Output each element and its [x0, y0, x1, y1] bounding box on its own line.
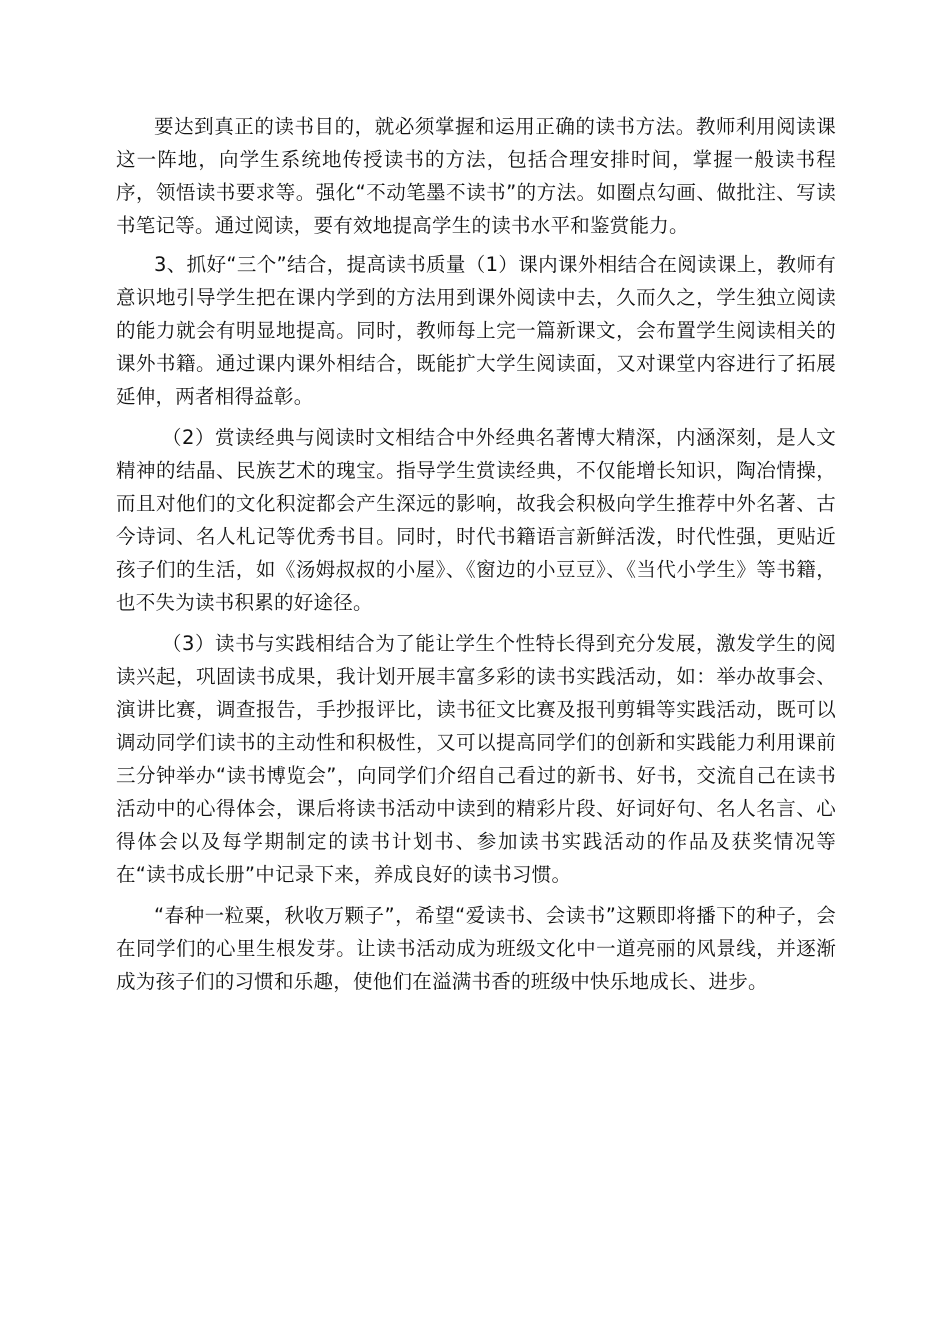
- document-body: [116, 110, 836, 998]
- paragraph-reading-methods: 要达到真正的读书目的，就必须掌握和运用正确的读书方法。教师利用阅读课这一阵地，向学生系统地传授读书的方法，包括合理安排时间，掌握一般读书程序，领悟读书要求等。强化“不动笔墨不读书”的方法。如圈点勾画、做批注、写读书笔记等。通过阅读，要有效地提高学生的读书水平和鉴赏能力。: [116, 115, 836, 237]
- paragraph-conclusion: “春种一粒粟，秋收万颗子”，希望“爱读书、会读书”这颗即将播下的种子，会在同学们的心里生根发芽。让读书活动成为班级文化中一道亮丽的风景线，并逐渐成为孩子们的习惯和乐趣，使他们在溢满书香的班级中快乐地成长、进步。: [116, 904, 836, 993]
- paragraph-reading-and-practice: （3）读书与实践相结合为了能让学生个性特长得到充分发展，激发学生的阅读兴起，巩固读书成果，我计划开展丰富多彩的读书实践活动，如：举办故事会、演讲比赛，调查报告，手抄报评比，读书征文比赛及报刊剪辑等实践活动，既可以调动同学们读书的主动性和积极性，又可以提高同学们的创新和实践能力利用课前三分钟举办“读书博览会”，向同学们介绍自己看过的新书、好书，交流自己在读书活动中的心得体会，课后将读书活动中读到的精彩片段、好词好句、名人名言、心得体会以及每学期制定的读书计划书、参加读书实践活动的作品及获奖情况等在“读书成长册”中记录下来，养成良好的读书习惯。: [116, 632, 836, 886]
- paragraph-three-combinations: 3、抓好“三个”结合，提高读书质量（1）课内课外相结合在阅读课上，教师有意识地引导学生把在课内学到的方法用到课外阅读中去，久而久之，学生独立阅读的能力就会有明显地提高。同时，教师每上完一篇新课文，会布置学生阅读相关的课外书籍。通过课内课外相结合，既能扩大学生阅读面，又对课堂内容进行了拓展延伸，两者相得益彰。: [116, 253, 836, 408]
- paragraph-classics-and-modern: （2）赏读经典与阅读时文相结合中外经典名著博大精深，内涵深刻，是人文精神的结晶、民族艺术的瑰宝。指导学生赏读经典，不仅能增长知识，陶冶情操，而且对他们的文化积淀都会产生深远的影响，故我会积极向学生推荐中外名著、古今诗词、名人札记等优秀书目。同时，时代书籍语言新鲜活泼，时代性强，更贴近孩子们的生活，如《汤姆叔叔的小屋》、《窗边的小豆豆》、《当代小学生》等书籍，也不失为读书积累的好途径。: [116, 426, 836, 614]
